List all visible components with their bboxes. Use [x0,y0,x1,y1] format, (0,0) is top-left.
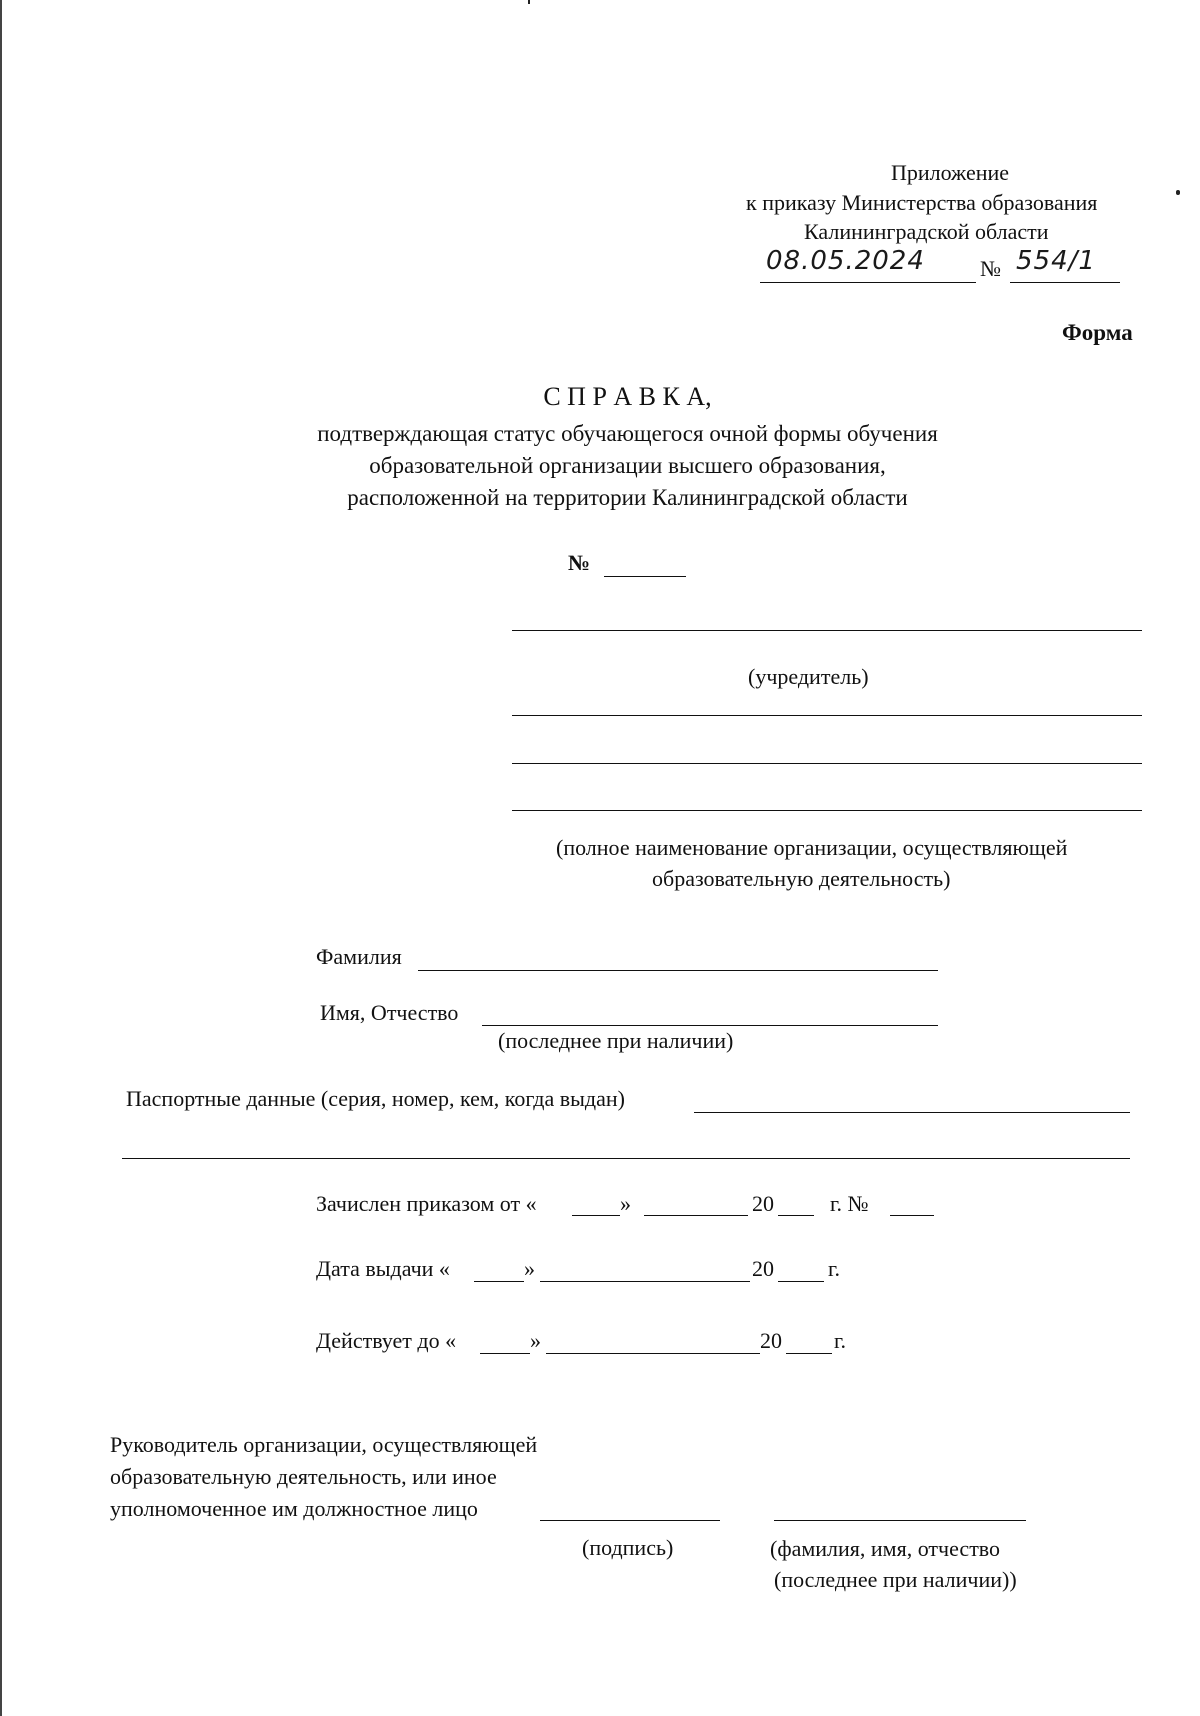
issue-year-field [778,1281,824,1282]
handwritten-order-number: 554/1 [1016,246,1096,276]
issue-month-field [540,1281,750,1282]
signatory-line-1: Руководитель организации, осуществляющей [110,1432,538,1457]
name-patronymic-field [482,1025,938,1026]
order-number-sign: № [980,256,1001,281]
title-main: С П Р А В К А, [543,382,712,411]
founder-caption: (учредитель) [748,664,869,689]
scan-speck [1176,190,1180,195]
doc-number-field [604,576,686,577]
enrollment-day-field [572,1215,620,1216]
form-label: Форма [1062,320,1133,345]
signatory-line-3: уполномоченное им должностное лицо [110,1496,478,1521]
scan-edge-left [0,0,2,1716]
enrollment-number-field [890,1215,934,1216]
scan-speck-top [528,0,530,4]
title-sub-1: подтверждающая статус обучающегося очной формы обучения [317,421,938,446]
enrollment-year-prefix: 20 [752,1191,774,1216]
name-patronymic-label: Имя, Отчество [320,1000,459,1025]
enrollment-year-field [778,1215,814,1216]
signature-caption: (подпись) [582,1535,674,1560]
date-underline [760,282,976,283]
valid-year-suffix: г. [834,1328,847,1353]
founder-field [512,630,1142,631]
org-caption-1: (полное наименование организации, осуществляющей [556,835,1068,860]
title-sub-2: образовательной организации высшего образования, [369,453,886,478]
org-name-field-2 [512,763,1142,764]
valid-day-field [480,1353,530,1354]
appendix-region-line: Калининградской области [804,219,1049,244]
issue-quote-close: » [524,1256,535,1281]
valid-month-field [546,1353,760,1354]
enrollment-month-field [644,1215,748,1216]
issue-year-suffix: г. [828,1256,841,1281]
org-name-field-1 [512,715,1142,716]
issue-day-field [474,1281,524,1282]
enrollment-quote-close: » [620,1191,631,1216]
surname-field [418,970,938,971]
issue-year-prefix: 20 [752,1256,774,1281]
valid-quote-close: » [530,1328,541,1353]
title-sub-3: расположенной на территории Калининградской области [347,485,908,510]
enrollment-label: Зачислен приказом от « [316,1191,537,1216]
valid-year-prefix: 20 [760,1328,782,1353]
passport-field-2 [122,1158,1130,1159]
fio-caption-2: (последнее при наличии)) [774,1567,1017,1592]
org-name-field-3 [512,810,1142,811]
signatory-fio-field [774,1520,1026,1521]
appendix-label: Приложение [890,160,1010,185]
handwritten-date: 08.05.2024 [766,246,925,276]
enrollment-number-label: г. № [830,1191,869,1216]
doc-number-sign: № [568,550,591,575]
issue-date-label: Дата выдачи « [316,1256,450,1281]
passport-label: Паспортные данные (серия, номер, кем, когда выдан) [126,1086,625,1111]
signature-field [540,1520,720,1521]
order-number-underline [1010,282,1120,283]
appendix-order-line: к приказу Министерства образования [746,190,1098,215]
fio-caption-1: (фамилия, имя, отчество [770,1536,1001,1561]
surname-label: Фамилия [316,944,402,969]
valid-until-label: Действует до « [316,1328,457,1353]
signatory-line-2: образовательную деятельность, или иное [110,1464,497,1489]
name-patronymic-caption: (последнее при наличии) [498,1028,734,1053]
org-caption-2: образовательную деятельность) [652,866,951,891]
passport-field-1 [694,1112,1130,1113]
valid-year-field [786,1353,832,1354]
